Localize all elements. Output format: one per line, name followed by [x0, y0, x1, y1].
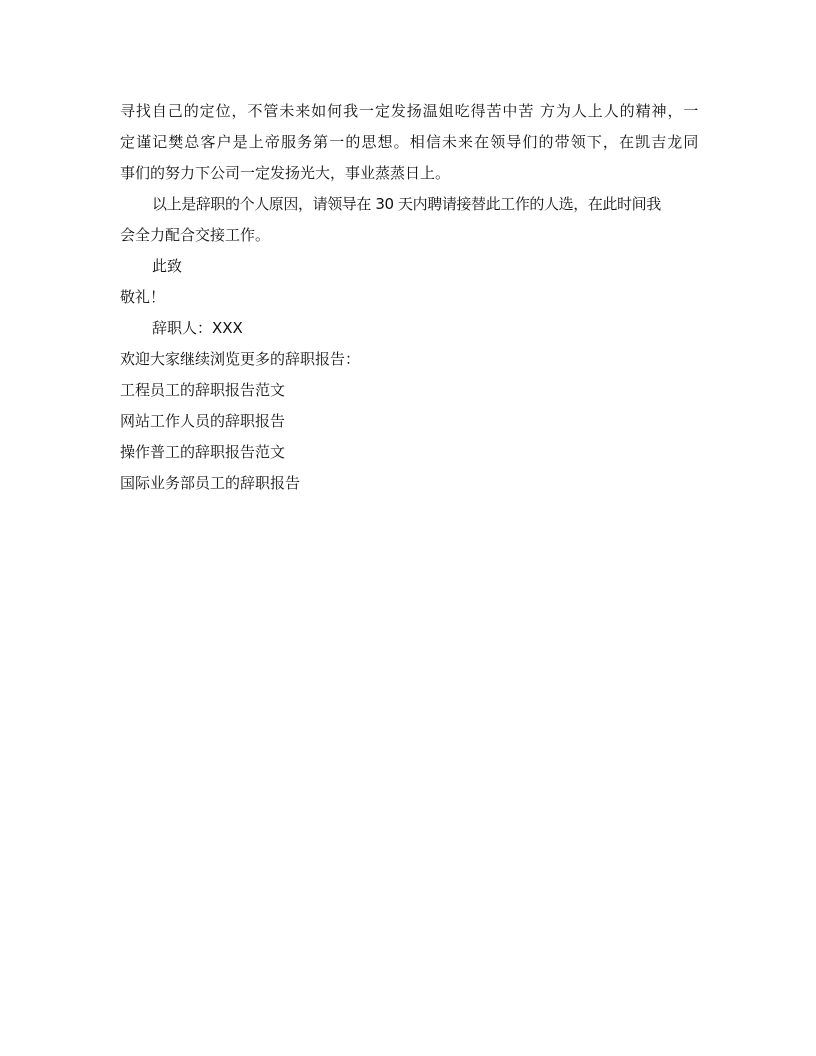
paragraph-2-line-2: 会全力配合交接工作。	[120, 226, 271, 244]
paragraph-2-line-1: 以上是辞职的个人原因，请领导在 30 天内聘请接替此工作的人选，在此时间我	[152, 195, 661, 213]
more-reports-heading: 欢迎大家继续浏览更多的辞职报告：	[120, 350, 361, 368]
paragraph-1-line-1: 寻找自己的定位，不管未来如何我一定发扬温姐吃得苦中苦 方为人上人的精神，一	[120, 102, 698, 120]
document-body	[120, 96, 698, 499]
paragraph-1-line-3: 事们的努力下公司一定发扬光大，事业蒸蒸日上。	[120, 164, 451, 182]
closing-text: 此致	[152, 257, 183, 275]
salute-text: 敬礼！	[120, 288, 166, 306]
signature-text: 辞职人：XXX	[152, 319, 243, 337]
related-report-link[interactable]: 工程员工的辞职报告范文	[120, 381, 286, 399]
paragraph-1-line-2: 定谨记樊总客户是上帝服务第一的思想。相信未来在领导们的带领下，在凯吉龙同	[120, 133, 698, 151]
related-report-link[interactable]: 操作普工的辞职报告范文	[120, 443, 286, 461]
related-report-link[interactable]: 网站工作人员的辞职报告	[120, 412, 286, 430]
related-report-link[interactable]: 国际业务部员工的辞职报告	[120, 474, 301, 492]
